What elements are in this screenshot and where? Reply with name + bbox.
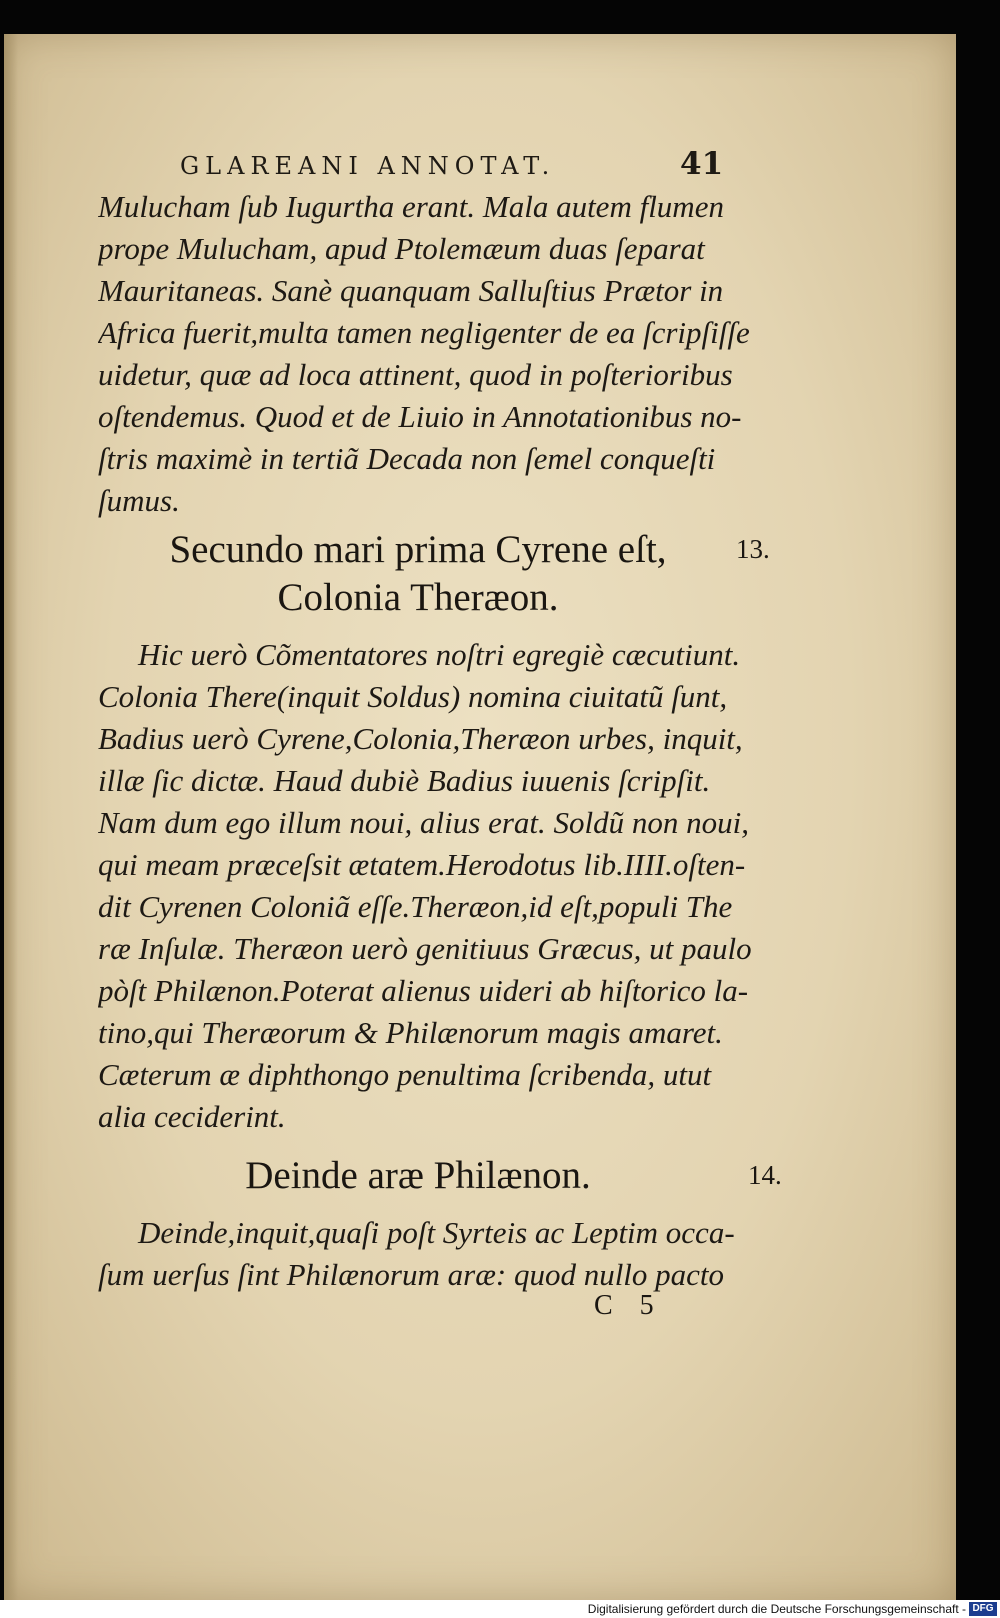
lemma-number: 14. [748, 1160, 782, 1190]
text-line: uidetur, quæ ad loca attinent, quod in poſterioribus [98, 357, 733, 392]
text-line: Nam dum ego illum noui, alius erat. Soldũ non noui, [98, 805, 749, 840]
text-line: ræ Inſulæ. Theræon uerò genitiuus Græcus, ut paulo [98, 931, 752, 966]
lemma-line: Colonia Theræon. [277, 576, 559, 619]
text-line: ſum uerſus ſint Philænorum aræ: quod nullo pacto [98, 1257, 725, 1292]
digitization-footer [0, 1600, 1000, 1618]
text-line: Mulucham ſub Iugurtha erant. Mala autem flumen [98, 189, 724, 224]
page-header [98, 136, 810, 186]
text-line: Mauritaneas. Sanè quanquam Salluſtius Prætor in [98, 273, 724, 308]
text-line: tino,qui Theræorum & Philænorum magis amaret. [98, 1015, 723, 1050]
text-line: prope Mulucham, apud Ptolemæum duas ſeparat [98, 231, 705, 266]
text-line: Colonia There(inquit Soldus) nomina ciuitatũ ſunt, [98, 679, 728, 714]
lemma-line: Secundo mari prima Cyrene eſt, [169, 528, 667, 571]
text-line: ſumus. [98, 483, 180, 518]
text-line: illæ ſic dictæ. Haud dubiè Badius iuuenis ſcripſit. [98, 763, 711, 798]
page-number: 41 [680, 146, 724, 182]
text-line: dit Cyrenen Coloniã eſſe.Theræon,id eſt,populi The [98, 889, 733, 924]
commentary-13 [98, 634, 810, 1138]
text-line: qui meam præceſsit ætatem.Herodotus lib.IIII.oſten- [98, 847, 746, 882]
text-line: Badius uerò Cyrene,Colonia,Theræon urbes, inquit, [98, 721, 743, 756]
text-line: ſtris maximè in tertiã Decada non ſemel conqueſti [98, 441, 716, 476]
text-line: Deinde,inquit,quaſi poſt Syrteis ac Leptim occa- [138, 1215, 735, 1250]
text-block [98, 136, 810, 1296]
digitization-note: Digitalisierung gefördert durch die Deutsche Forschungsgemeinschaft - [587, 1602, 966, 1616]
text-line: alia ceciderint. [98, 1099, 286, 1134]
text-line: Cæterum æ diphthongo penultima ſcribenda, utut [98, 1057, 712, 1092]
commentary-14 [98, 1212, 810, 1296]
text-line: oſtendemus. Quod et de Liuio in Annotationibus no- [98, 399, 742, 434]
page-gutter-shadow [4, 34, 18, 1600]
text-line: Africa fuerit,multa tamen negligenter de ea ſcripſiſſe [98, 315, 750, 350]
opening-paragraph [98, 186, 810, 522]
lemma-line: Deinde aræ Philænon. [245, 1154, 591, 1197]
lemma-13 [98, 526, 770, 622]
lemma-14 [98, 1152, 782, 1200]
signature-mark: C 5 [594, 1290, 664, 1321]
lemma-number: 13. [736, 534, 770, 564]
book-page [4, 34, 956, 1600]
dfg-logo-icon: DFG [969, 1602, 997, 1616]
text-line: pòſt Philænon.Poterat alienus uideri ab hiſtorico la- [98, 973, 749, 1008]
text-line: Hic uerò Cõmentatores noſtri egregiè cæcutiunt. [138, 637, 741, 672]
running-head: GLAREANI ANNOTAT. [180, 152, 556, 180]
